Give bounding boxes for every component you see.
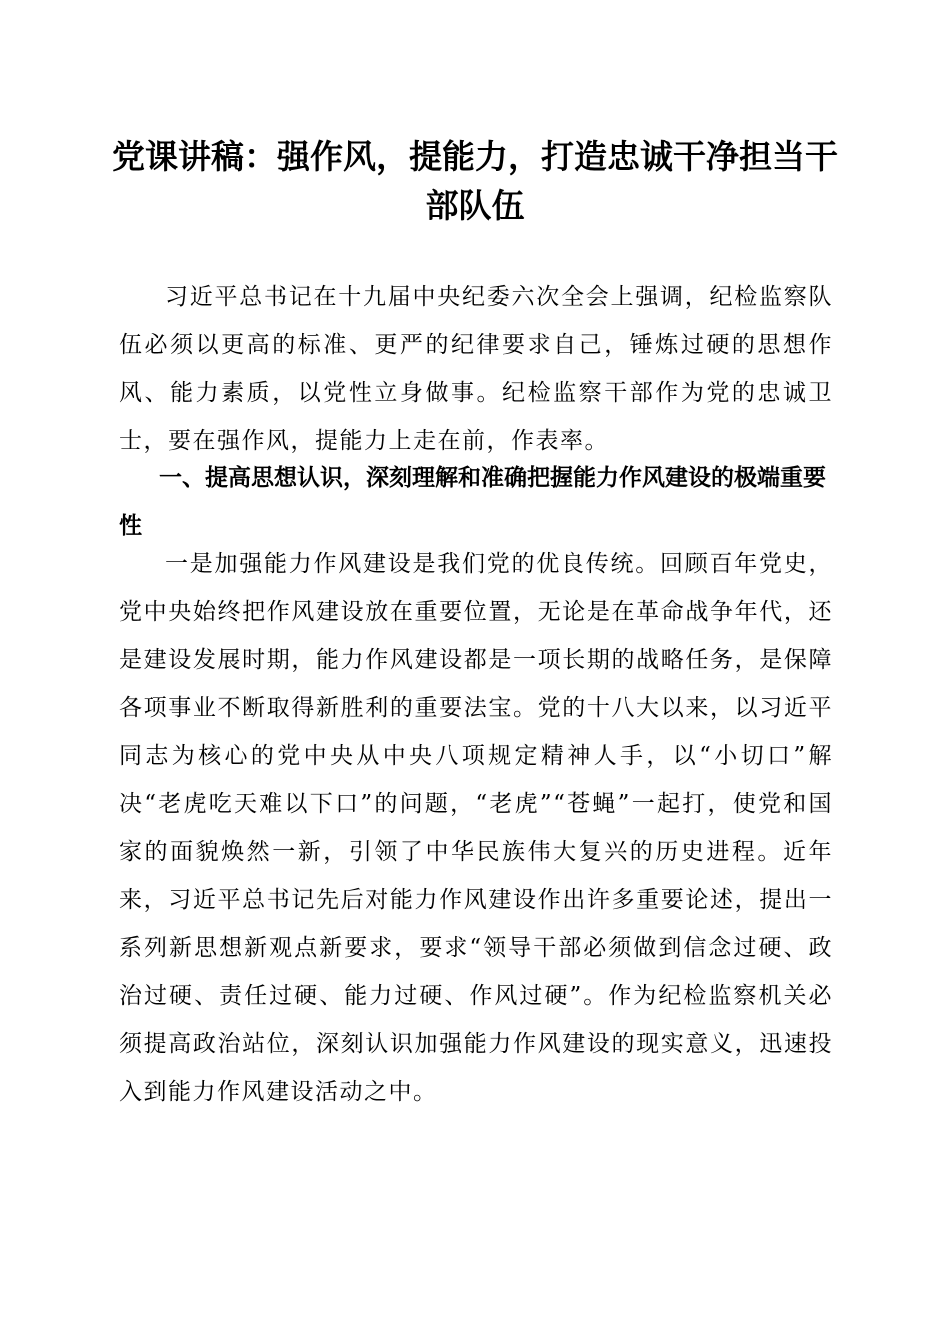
intro-paragraph: 习近平总书记在十九届中央纪委六次全会上强调，纪检监察队伍必须以更高的标准、更严的纪律要求自己，锤炼过硬的思想作风、能力素质，以党性立身做事。纪检监察干部作为党的忠诚卫士，要在强作风，提能力上走在前，作表率。 bbox=[119, 284, 833, 454]
section-heading-1: 一、提高思想认识，深刻理解和准确把握能力作风建设的极端重要性 bbox=[119, 465, 826, 539]
document-title: 党课讲稿：强作风，提能力，打造忠诚干净担当干部队伍 bbox=[112, 137, 838, 225]
section-1-paragraph-1: 一是加强能力作风建设是我们党的优良传统。回顾百年党史，党中央始终把作风建设放在重要位置，无论是在革命战争年代，还是建设发展时期，能力作风建设都是一项长期的战略任务，是保障各项事业不断取得新胜利的重要法宝。党的十八大以来，以习近平同志为核心的党中央从中央八项规定精神人手，以“小切口”解决“老虎吃天难以下口”的问题，“老虎”“苍蝇”一起打，使党和国家的面貌焕然一新，引领了中华民族伟大复兴的历史进程。近年来，习近平总书记先后对能力作风建设作出许多重要论述，提出一系列新思想新观点新要求，要求“领导干部必须做到信念过硬、政治过硬、责任过硬、能力过硬、作风过硬”。作为纪检监察机关必须提高政治站位，深刻认识加强能力作风建设的现实意义，迅速投入到能力作风建设活动之中。 bbox=[119, 551, 833, 1105]
